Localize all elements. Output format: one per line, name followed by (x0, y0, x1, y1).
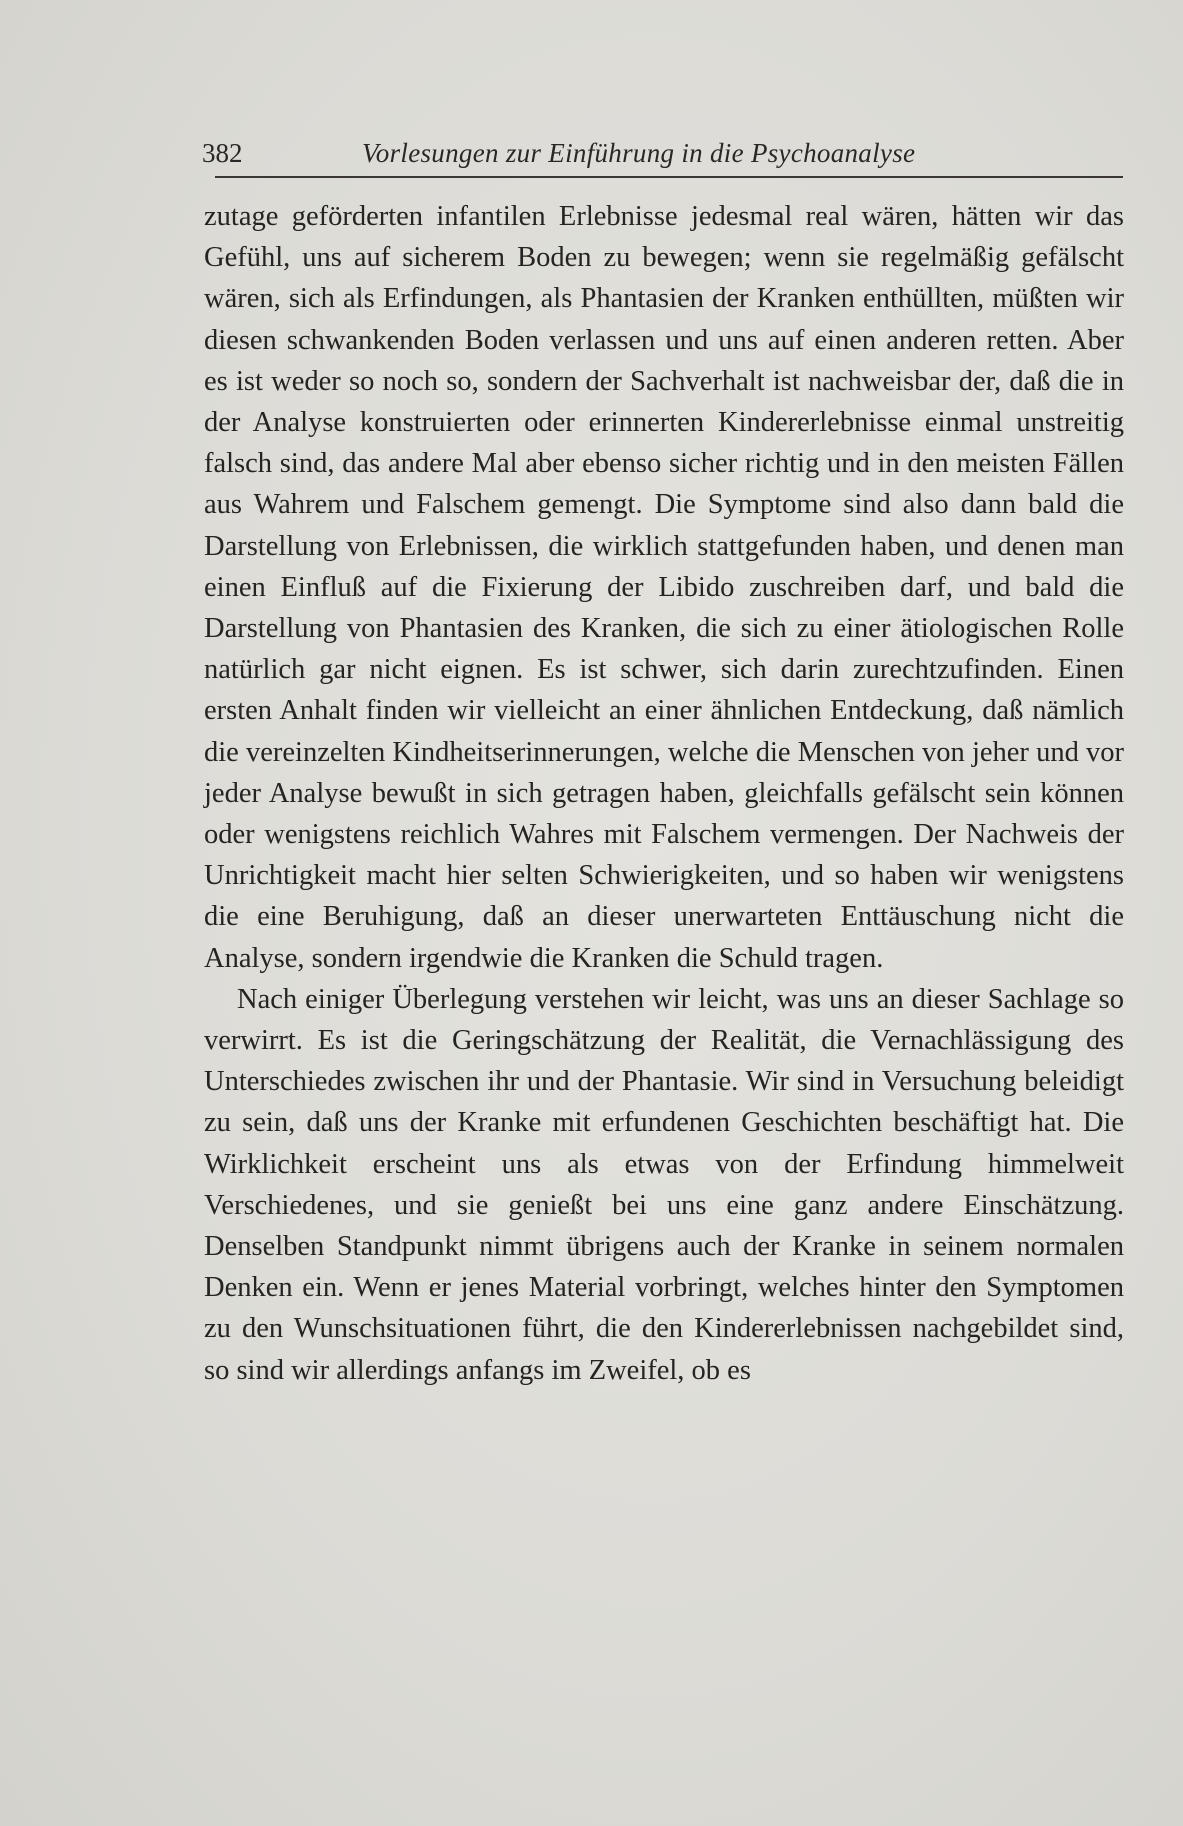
body-text (204, 196, 1124, 1391)
paragraph-2: Nach einiger Überlegung verstehen wir leicht, was uns an dieser Sachlage so verwirrt. Es ist die Geringschätzung der Realität, die Vernachlässigung des Unterschiedes zwischen ihr und der Phantasie. Wir sind in Versuchung beleidigt zu sein, daß uns der Kranke mit erfundenen Geschichten beschäftigt hat. Die Wirklichkeit erscheint uns als etwas von der Erfindung himmelweit Verschiedenes, und sie genießt bei uns eine ganz andere Einschätzung. Denselben Standpunkt nimmt übrigens auch der Kranke in seinem normalen Denken ein. Wenn er jenes Material vorbringt, welches hinter den Symptomen zu den Wunschsituationen führt, die den Kindererlebnissen nachgebildet sind, so sind wir allerdings anfangs im Zweifel, ob es (204, 983, 1124, 1386)
running-title: Vorlesungen zur Einführung in die Psychoanalyse (362, 138, 916, 168)
page-number: 382 (202, 138, 243, 168)
header-rule (215, 176, 1123, 178)
paragraph-1: zutage geförderten infantilen Erlebnisse jedesmal real wären, hätten wir das Gefühl, uns auf sicherem Boden zu bewegen; wenn sie regelmäßig gefälscht wären, sich als Erfindungen, als Phantasien der Kranken enthüllten, müßten wir diesen schwankenden Boden verlassen und uns auf einen anderen retten. Aber es ist weder so noch so, sondern der Sachverhalt ist nachweisbar der, daß die in der Analyse konstruierten oder erinnerten Kindererlebnisse einmal unstreitig falsch sind, das andere Mal aber ebenso sicher richtig und in den meisten Fällen aus Wahrem und Falschem gemengt. Die Symptome sind also dann bald die Darstellung von Erlebnissen, die wirklich stattgefunden haben, und denen man einen Einfluß auf die Fixierung der Libido zuschreiben darf, und bald die Darstellung von Phantasien des Kranken, die sich zu einer ätiologischen Rolle natürlich gar nicht eignen. Es ist schwer, sich darin zurechtzufinden. Einen ersten Anhalt finden wir vielleicht an einer ähnlichen Entdeckung, daß nämlich die vereinzelten Kindheitserinnerungen, welche die Menschen von jeher und vor jeder Analyse bewußt in sich getragen haben, gleichfalls gefälscht sein können oder wenigstens reichlich Wahres mit Falschem vermengen. Der Nachweis der Unrichtigkeit macht hier selten Schwierigkeiten, und so haben wir wenigstens die eine Beruhigung, daß an dieser unerwarteten Enttäuschung nicht die Analyse, sondern irgendwie die Kranken die Schuld tragen. (204, 201, 1124, 974)
page-header (202, 136, 1124, 178)
